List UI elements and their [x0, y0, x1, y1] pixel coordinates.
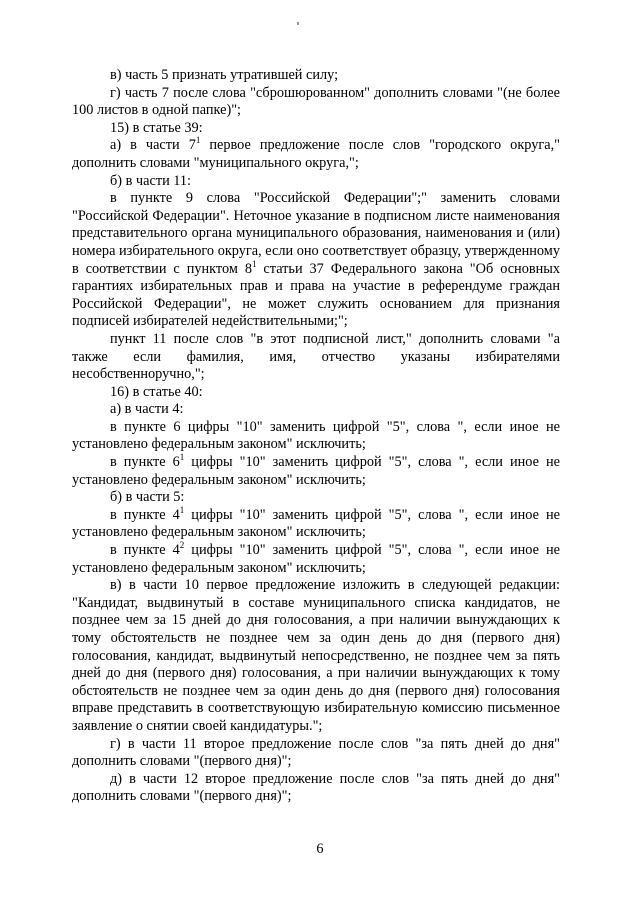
- paragraph: г) часть 7 после слова "сброшюрованном" дополнить словами "(не более 100 листов в одной папке)";: [72, 84, 560, 119]
- text-run: статьи 37 Федерального закона "Об основных гарантиях избирательных прав и права на участие в референдуме граждан Российской Федерации", не может служить основанием для признания подписей избирателей недействительными;";: [72, 260, 560, 330]
- paragraph: г) в части 11 второе предложение после слов "за пять дней до дня" дополнить словами "(первого дня)";: [72, 735, 560, 770]
- paragraph: в) в части 10 первое предложение изложить в следующей редакции: "Кандидат, выдвинутый в составе муниципального списка кандидатов, не позднее чем за 15 дней до дня голосования, а при наличии вынуждающих к тому обстоятельств не позднее чем за один день до дня (первого дня) голосования, кандидат, выдвинутый непосредственно, не позднее чем за пять дней до дня (первого дня) голосования, а при наличии вынуждающих к тому обстоятельств не позднее чем за один день до дня (первого дня) голосования вправе представить в соответствующую избирательную комиссию письменное заявление о снятии своей кандидатуры.";: [72, 577, 560, 734]
- paragraph: [72, 542, 560, 577]
- superscript: 1: [179, 505, 185, 516]
- text-run: в пункте 6: [110, 454, 180, 471]
- text-run: в пункте 9 слова "Российской Федерации";" заменить словами "Российской Федерации". Неточное указание в подписном листе наименования представительного органа муниципального образования, наименования и (или) номера избирательного округа, если оно соответствует образцу, утвержденному в соответствии с пунктом 8: [72, 190, 560, 277]
- page-number: 6: [316, 841, 324, 857]
- paragraph: пункт 11 после слов "в этот подписной лист," дополнить словами "а также если фамилия, имя, отчество указаны избирателями несобственноручно,";: [72, 330, 560, 383]
- paragraph: [72, 190, 560, 331]
- paragraph: в пункте 6 цифры "10" заменить цифрой "5", слова ", если иное не установлено федеральным законом" исключить;: [72, 418, 560, 453]
- text-run: первое предложение после слов "городского округа," дополнить словами "муниципального округа,";: [72, 137, 560, 171]
- superscript: 2: [179, 540, 185, 551]
- superscript: 1: [251, 258, 257, 269]
- text-run: в пункте 4: [110, 542, 180, 559]
- paragraph: б) в части 11:: [110, 172, 192, 189]
- text-run: цифры "10" заменить цифрой "5", слова ", если иное не установлено федеральным законом" исключить;: [72, 542, 560, 576]
- paragraph: а) в части 4:: [110, 401, 184, 418]
- scan-mark: [297, 22, 299, 25]
- paragraph: 16) в статье 40:: [110, 383, 203, 400]
- paragraph: [72, 454, 560, 489]
- document-body: [72, 67, 560, 806]
- text-run: цифры "10" заменить цифрой "5", слова ", если иное не установлено федеральным законом" исключить;: [72, 454, 560, 488]
- superscript: 1: [179, 452, 185, 463]
- paragraph: [72, 137, 560, 172]
- paragraph: в) часть 5 признать утратившей силу;: [110, 67, 339, 83]
- paragraph: д) в части 12 второе предложение после слов "за пять дней до дня" дополнить словами "(первого дня)";: [72, 770, 560, 805]
- text-run: в пункте 4: [110, 506, 180, 523]
- paragraph: [72, 507, 560, 542]
- text-run: а) в части 7: [110, 137, 196, 154]
- paragraph: б) в части 5:: [110, 489, 185, 506]
- superscript: 1: [195, 135, 201, 146]
- paragraph: 15) в статье 39:: [110, 119, 203, 136]
- text-run: цифры "10" заменить цифрой "5", слова ", если иное не установлено федеральным законом" исключить;: [72, 506, 560, 541]
